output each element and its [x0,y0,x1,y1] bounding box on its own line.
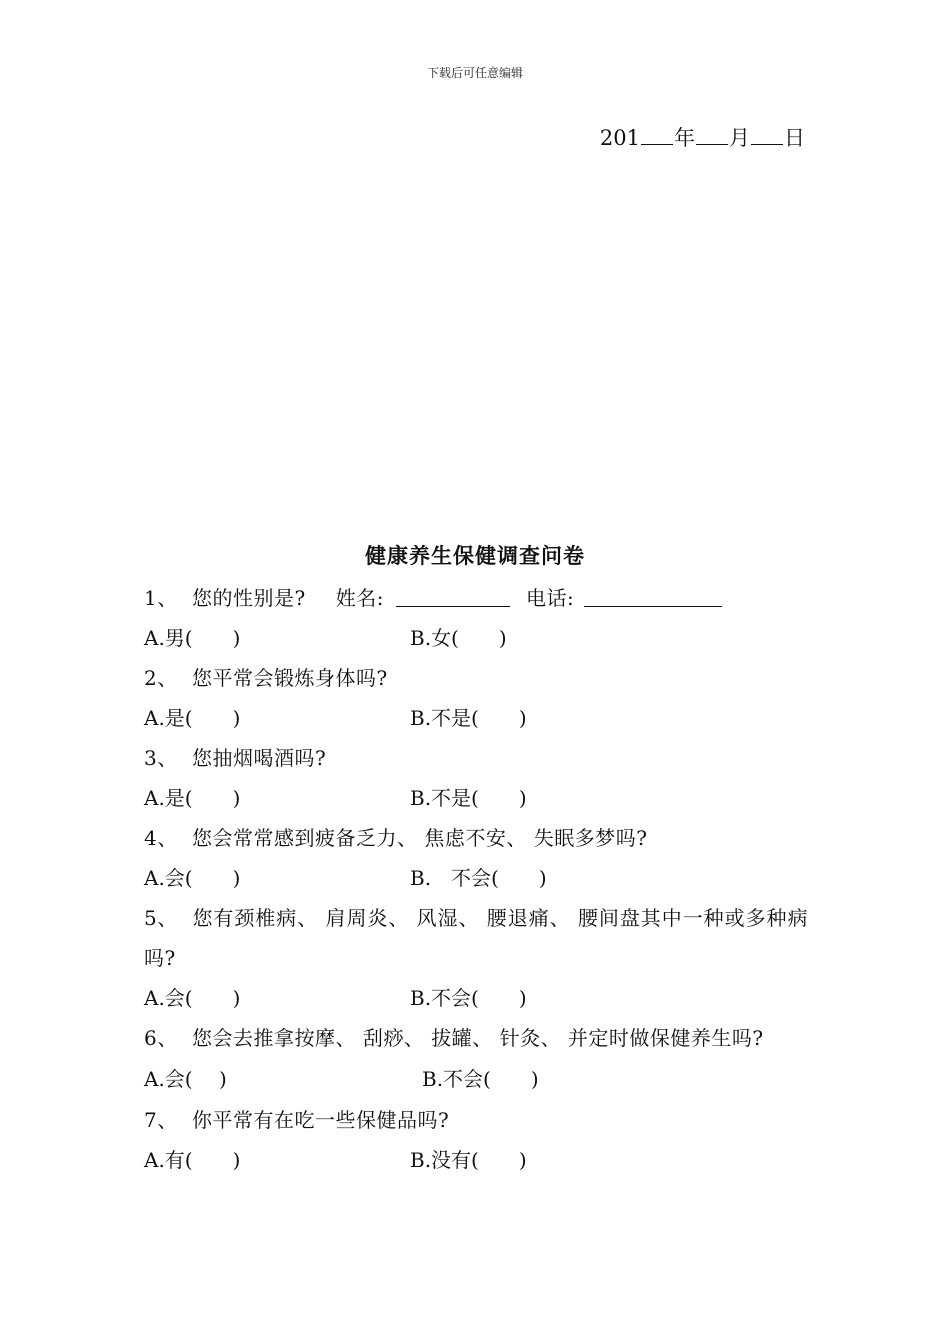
date-month-blank[interactable] [696,124,728,145]
question-7 [144,1100,808,1140]
name-field[interactable] [396,584,510,607]
question-number: 3、 [144,746,178,770]
question-1 [144,578,808,618]
question-2-options [144,698,808,738]
option-b[interactable]: B.不是( ) [410,706,527,730]
question-text: 您抽烟喝酒吗? [192,746,327,770]
phone-field[interactable] [584,584,722,607]
question-text: 您有颈椎病、 肩周炎、 风湿、 腰退痛、 腰间盘其中一种或多种病吗? [144,906,808,970]
name-label: 姓名: [335,586,384,610]
option-b[interactable]: B. 不会( ) [410,866,547,890]
survey-title: 健康养生保健调查问卷 [365,543,585,568]
question-3-options [144,778,808,818]
option-a[interactable]: A.会( ) [144,1067,227,1091]
date-month-char: 月 [729,126,750,150]
option-b[interactable]: B.不会( ) [410,986,527,1010]
option-a[interactable]: A.会( ) [144,986,241,1010]
option-a[interactable]: A.是( ) [144,786,241,810]
question-6 [144,1018,808,1058]
date-year-blank[interactable] [641,124,673,145]
question-6-options [144,1058,808,1100]
date-line [600,122,805,152]
page-header-note: 下载后可任意编辑 [426,66,523,80]
question-text: 您的性别是? [192,586,306,610]
date-day-blank[interactable] [751,124,783,145]
option-a[interactable]: A.有( ) [144,1148,241,1172]
option-b[interactable]: B.没有( ) [410,1148,527,1172]
question-number: 5、 [144,906,178,930]
question-5-options [144,978,808,1018]
question-4-options [144,858,808,898]
question-number: 1、 [144,586,178,610]
date-year-char: 年 [674,126,695,150]
question-4 [144,818,808,858]
question-text: 您会去推拿按摩、 刮痧、 拔罐、 针灸、 并定时做保健养生吗? [192,1026,764,1050]
question-number: 2、 [144,666,178,690]
question-number: 6、 [144,1026,178,1050]
option-b[interactable]: B.不会( ) [422,1067,539,1091]
option-b[interactable]: B.不是( ) [410,786,527,810]
survey-body [144,578,808,1180]
date-day-char: 日 [784,126,805,150]
option-b[interactable]: B.女( ) [410,626,507,650]
question-7-options [144,1140,808,1180]
question-number: 4、 [144,826,178,850]
question-1-options [144,618,808,658]
option-a[interactable]: A.男( ) [144,626,241,650]
question-text: 您会常常感到疲备乏力、 焦虑不安、 失眠多梦吗? [192,826,648,850]
phone-label: 电话: [525,586,575,610]
question-number: 7、 [144,1108,178,1132]
question-3 [144,738,808,778]
question-text: 您平常会锻炼身体吗? [192,666,388,690]
question-2 [144,658,808,698]
option-a[interactable]: A.会( ) [144,866,241,890]
option-a[interactable]: A.是( ) [144,706,241,730]
date-year-prefix: 201 [599,126,640,150]
question-5 [144,898,808,978]
question-text: 你平常有在吃一些保健品吗? [192,1108,450,1132]
